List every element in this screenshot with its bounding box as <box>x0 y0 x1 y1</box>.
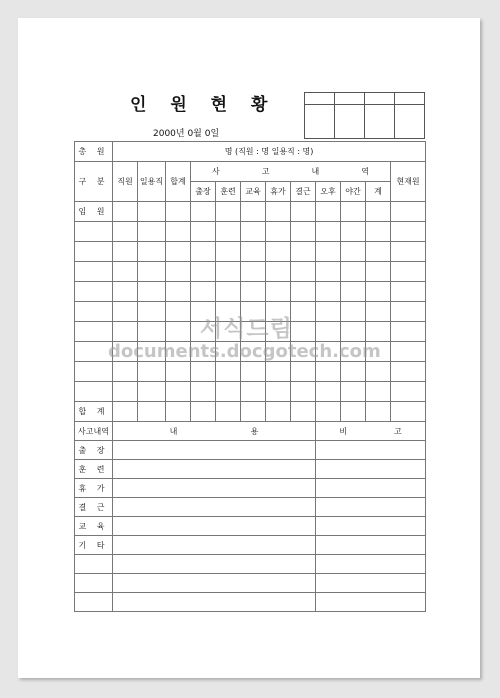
details-row <box>75 498 426 517</box>
absence-col-header: 교육 <box>241 182 266 202</box>
remarks-header-char: 비 <box>339 426 348 436</box>
absence-col-header: 야간 <box>341 182 366 202</box>
daily-header: 일용직 <box>138 162 166 202</box>
details-header-label: 사고내역 <box>75 422 113 441</box>
document-date: 2000년 0월 0일 <box>153 129 220 139</box>
absence-col-header: 훈련 <box>216 182 241 202</box>
absence-group-char: 고 <box>261 167 270 176</box>
table-row <box>75 282 426 302</box>
details-row <box>75 574 426 593</box>
details-item-label: 휴 가 <box>75 479 113 498</box>
category-header: 구 분 <box>75 162 113 202</box>
watermark-url: documents.docgotech.com <box>108 341 381 362</box>
content-header-char: 내 <box>169 426 178 436</box>
details-row <box>75 517 426 536</box>
table-row <box>75 202 426 222</box>
absence-col-header: 결근 <box>291 182 316 202</box>
details-row <box>75 593 426 612</box>
total-row-label: 합 계 <box>75 402 113 422</box>
content-header <box>113 422 316 441</box>
details-item-label: 기 타 <box>75 536 113 555</box>
absence-group-char: 역 <box>361 167 369 176</box>
details-item-label: 출 장 <box>75 441 113 460</box>
remarks-header-char: 고 <box>393 426 402 436</box>
table-row <box>75 382 426 402</box>
absence-col-header: 출장 <box>191 182 216 202</box>
table-row <box>75 242 426 262</box>
present-header: 현재원 <box>391 162 426 202</box>
details-row <box>75 555 426 574</box>
details-item-label: 결 근 <box>75 498 113 517</box>
remarks-header <box>316 422 426 441</box>
watermark-title: 서식드림 <box>200 316 293 342</box>
total-row <box>75 402 426 422</box>
absence-col-header: 오후 <box>316 182 341 202</box>
staff-header: 직원 <box>113 162 138 202</box>
table-row <box>75 222 426 242</box>
details-item-label: 훈 련 <box>75 460 113 479</box>
details-row <box>75 536 426 555</box>
approval-box <box>304 92 425 139</box>
sum-header: 합계 <box>166 162 191 202</box>
absence-group-char: 내 <box>311 167 320 176</box>
executives-label: 임 원 <box>75 202 113 222</box>
details-row <box>75 441 426 460</box>
document-title: 인 원 현 황 <box>130 95 277 115</box>
total-label: 총 원 <box>75 142 113 162</box>
details-row <box>75 479 426 498</box>
absence-group-header <box>191 162 391 182</box>
table-row <box>75 362 426 382</box>
details-row <box>75 460 426 479</box>
table-row <box>75 262 426 282</box>
details-item-label: 교 육 <box>75 517 113 536</box>
absence-col-header: 휴가 <box>266 182 291 202</box>
personnel-table <box>74 141 426 612</box>
content-header-char: 용 <box>250 426 259 436</box>
details-header-row <box>75 422 426 441</box>
absence-group-char: 사 <box>212 167 220 176</box>
absence-col-header: 계 <box>366 182 391 202</box>
total-summary: 명 (직원 : 명 일용직 : 명) <box>113 142 426 162</box>
